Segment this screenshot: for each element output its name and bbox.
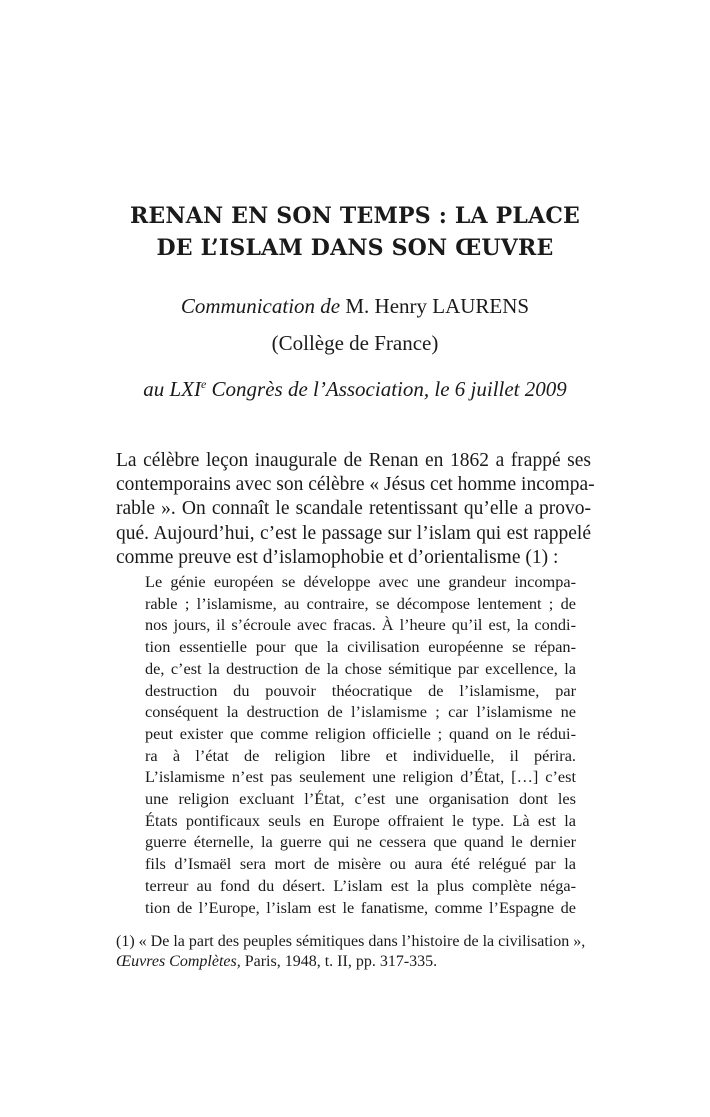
block-quote [145, 571, 576, 918]
footnote-line-1: (1) « De la part des peuples sémitiques dans l’histoire de la civilisation », [116, 933, 586, 950]
footnote-work-title: Œuvres Complètes, [116, 953, 241, 970]
byline-affiliation: (Collège de France) [271, 331, 439, 355]
quote-line: terreur au fond du désert. L’islam est la plus complète néga- [145, 875, 576, 895]
intro-line: contemporains avec son célèbre « Jésus cet homme incompa- [116, 474, 595, 496]
intro-line: comme preuve est d’islamophobie et d’orientalisme (1) : [116, 546, 559, 568]
quote-line: rable ; l’islamisme, au contraire, se décompose lentement ; de [145, 593, 576, 613]
speaker-name: M. Henry LAURENS [345, 294, 530, 318]
intro-line: La célèbre leçon inaugurale de Renan en 1862 a frappé ses [116, 450, 591, 471]
intro-line: qué. Aujourd’hui, c’est le passage sur l’islam qui est rappelé [116, 522, 591, 544]
quote-line: ra à l’état de religion libre et individuelle, il périra. [145, 745, 576, 765]
footnote [116, 932, 591, 972]
quote-line: L’islamisme n’est pas seulement une religion d’État, […] c’est [145, 767, 576, 787]
congress-rest: Congrès de l’Association, le 6 juillet 2009 [211, 377, 567, 401]
byline-speaker [0, 292, 710, 320]
quote-line: destruction du pouvoir théocratique de l’islamisme, par [145, 680, 576, 700]
quote-line: conséquent la destruction de l’islamisme ; car l’islamisme ne [145, 702, 576, 722]
quote-line: guerre éternelle, la guerre qui ne cessera que quand le dernier [145, 832, 576, 852]
congress-superscript: e [200, 377, 207, 391]
quote-line: peut exister que comme religion officielle ; quand on le rédui- [145, 723, 576, 743]
footnote-line-2 [116, 952, 591, 972]
quote-line: fils d’Ismaël sera mort de misère ou aura été relégué par la [145, 854, 576, 874]
footnote-citation: Paris, 1948, t. II, pp. 317-335. [240, 953, 438, 970]
quote-line: de, c’est la destruction de la chose sémitique par excellence, la [145, 658, 576, 678]
congress-prefix: au LXI [143, 377, 201, 401]
quote-line: tion essentielle pour que la civilisation européenne se répan- [145, 637, 576, 657]
byline-congress [0, 370, 710, 403]
communication-prefix: Communication de [180, 294, 341, 318]
intro-line: rable ». On connaît le scandale retentissant qu’elle a provo- [116, 498, 591, 520]
article-title-line-2: DE L’ISLAM DANS SON ŒUVRE [156, 235, 554, 261]
intro-paragraph [116, 449, 595, 570]
quote-line: tion de l’Europe, l’islam est le fanatisme, comme l’Espagne de [145, 897, 576, 917]
quote-line: nos jours, il s’écroule avec fracas. À l’heure qu’il est, la condi- [145, 615, 576, 635]
quote-line: États pontificaux seuls en Europe offraient le type. Là est la [145, 810, 576, 830]
quote-line: Le génie européen se développe avec une grandeur incompa- [145, 572, 576, 591]
article-title-line-1: RENAN EN SON TEMPS : LA PLACE [129, 203, 581, 229]
quote-line: une religion excluant l’État, c’est une organisation dont les [145, 789, 576, 809]
